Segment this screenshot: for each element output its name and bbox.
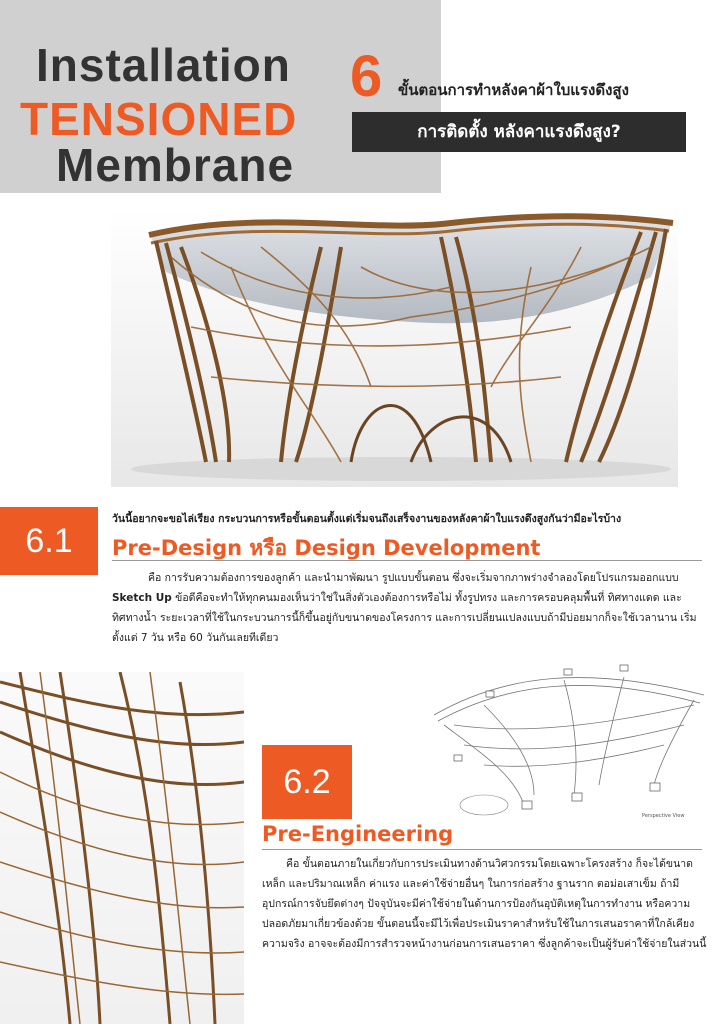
title-line-installation: Installation (36, 39, 291, 91)
title-line-membrane: Membrane (56, 139, 295, 191)
pavilion-render-image (111, 207, 678, 487)
lattice-closeup-image (0, 672, 244, 1024)
section-6-1-intro: วันนี้อยากจะขอไล่เรียง กระบวนการหรือขั้นตอนตั้งแต่เริ่มจนถึงเสร็จงานของหลังคาผ้าใบแรงดึงสูงกันว่ามีอะไรบ้าง (112, 513, 622, 525)
section-6-2-badge (262, 745, 352, 819)
section-6-2-body-text: คือ ขั้นตอนภายในเกี่ยวกับการประเมินทางด้านวิศวกรรมโดยเฉพาะโครงสร้าง ก็จะได้ขนาดเหล็ก และปริมาณเหล็ก ค่าแรง และค่าใช้จ่ายอื่นๆ ในการก่อสร้าง ฐานราก ตอม่อเสาเข็ม ถ้ามี อุปกรณ์การจับยึดต่างๆ ปัจจุบันจะมีค่าใช้จ่ายในด้านการป้องกันอุบัติเหตุในการทำงาน หรือความปลอดภัยมาเกี่ยวข้องด้วย ขั้นตอนนี้จะมีไว้เพื่อประเมินราคาสำหรับใช้ในการเสนอราคาที่ใกล้เคียงความจริง อาจจะต้องมีการสำรวจหน้างานก่อนการเสนอราคา ซึ่งลูกค้าจะเป็นผู้รับค่าใช้จ่ายในส่วนนี้ (262, 858, 707, 950)
section-6-1-body (112, 568, 706, 648)
step-number: 6 (350, 44, 383, 109)
section-6-1-number: 6.1 (25, 522, 73, 560)
pavilion-illustration (111, 207, 678, 487)
section-6-2-heading: Pre-Engineering (262, 822, 454, 846)
section-6-1-heading: Pre-Design หรือ Design Development (112, 536, 541, 560)
section-6-1-badge (0, 507, 98, 575)
section-6-2-body (262, 854, 708, 954)
section-6-2-divider (262, 849, 702, 850)
subtitle-thai: ขั้นตอนการทำหลังคาผ้าใบแรงดึงสูง (398, 81, 629, 99)
engineering-drawing-illustration (424, 655, 712, 833)
question-banner (352, 112, 686, 152)
section-6-1-body-pre: คือ การรับความต้องการของลูกค้า และนำมาพัฒนา รูปแบบขั้นตอน ซึ่งจะเริ่มจากภาพร่างจำลองโดยโปรแกรมออกแบบ (148, 572, 679, 584)
drawing-label: Perspective View (642, 813, 685, 819)
section-6-1-body-bold: Sketch Up (112, 592, 172, 604)
title-line-tensioned: TENSIONED (20, 93, 298, 145)
section-6-1-body-post: ข้อดีคือจะทำให้ทุกคนมองเห็นว่าใช่ในสิ่งตัวเองต้องการหรือไม่ ทั้งรูปทรง และการครอบคลุมพื้นที่ ทิศทางแดด และทิศทางน้ำ ระยะเวลาที่ใช้ในกระบวนการนี้ก็ขึ้นอยู่กับขนาดของโครงการ และการเปลี่ยนแปลงแบบถ้ามีบ่อยมากก็จะใช้เวลานาน เริ่มตั้งแต่ 7 วัน หรือ 60 วันกันเลยทีเดียว (112, 592, 697, 644)
section-6-1-divider (112, 560, 702, 561)
lattice-closeup-illustration (0, 672, 244, 1024)
question-text: การติดตั้ง หลังคาแรงดึงสูง? (417, 122, 621, 142)
section-6-2-number: 6.2 (283, 763, 331, 801)
engineering-drawing (424, 655, 712, 833)
